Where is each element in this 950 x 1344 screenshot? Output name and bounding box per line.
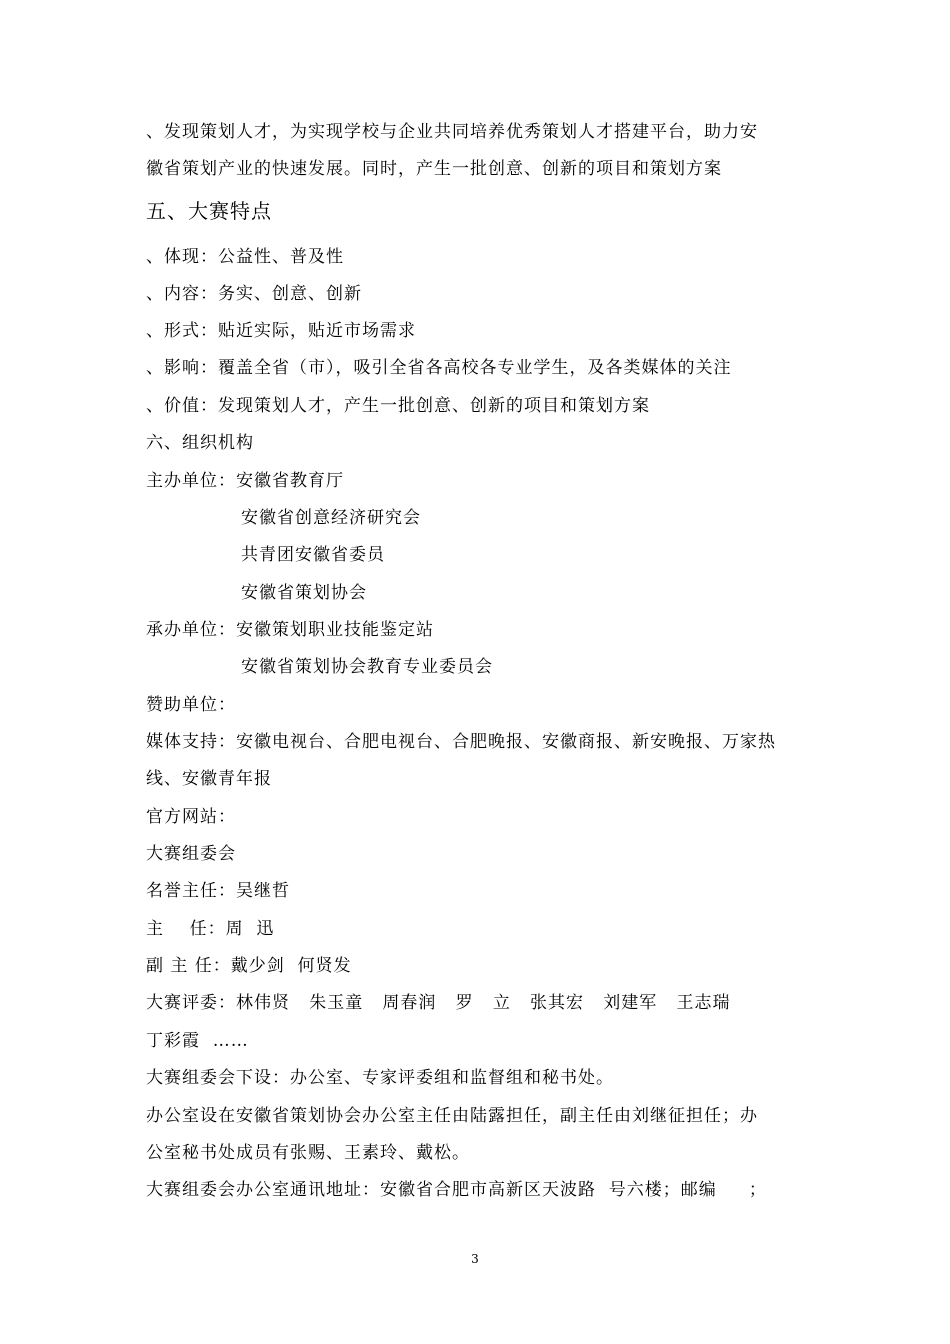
feature-item-form: 、形式：贴近实际，贴近市场需求 (146, 321, 416, 341)
host-unit: 安徽省创意经济研究会 (241, 508, 421, 528)
feature-item-influence: 、影响：覆盖全省（市），吸引全省各高校各专业学生，及各类媒体的关注 (146, 358, 732, 378)
host-units-first: 主办单位：安徽省教育厅 (146, 471, 344, 491)
feature-item-content: 、内容：务实、创意、创新 (146, 284, 362, 304)
section-6-heading: 六、组织机构 (146, 433, 254, 453)
media-support-line-2: 线、安徽青年报 (146, 769, 272, 789)
media-support-line-1: 媒体支持：安徽电视台、合肥电视台、合肥晚报、安徽商报、新安晚报、万家热 (146, 732, 776, 752)
host-unit: 安徽省策划协会 (241, 583, 367, 603)
organizer-units-first: 承办单位：安徽策划职业技能鉴定站 (146, 620, 434, 640)
committee-subunits: 大赛组委会下设：办公室、专家评委组和监督组和秘书处。 (146, 1068, 614, 1088)
director: 主 任：周 迅 (146, 919, 275, 939)
section-5-heading: 五、大赛特点 (146, 199, 272, 223)
page-number: 3 (471, 1252, 479, 1266)
official-website: 官方网站： (146, 807, 236, 827)
organizer-unit: 安徽省策划协会教育专业委员会 (241, 657, 493, 677)
office-address: 大赛组委会办公室通讯地址：安徽省合肥市高新区天波路 号六楼；邮编 ； (146, 1180, 767, 1200)
intro-line-2: 徽省策划产业的快速发展。同时，产生一批创意、创新的项目和策划方案 (146, 159, 722, 179)
judges-line-1: 大赛评委：林伟贤 朱玉童 周春润 罗 立 张其宏 刘建军 王志瑞 (146, 993, 731, 1013)
committee-title: 大赛组委会 (146, 844, 236, 864)
judges-line-2: 丁彩霞 …… (146, 1031, 249, 1051)
office-info-line-1: 办公室设在安徽省策划协会办公室主任由陆露担任，副主任由刘继征担任；办 (146, 1106, 758, 1126)
deputy-director: 副 主 任：戴少剑 何贤发 (146, 956, 352, 976)
host-unit: 共青团安徽省委员 (241, 545, 385, 565)
sponsor-units: 赞助单位： (146, 695, 236, 715)
office-info-line-2: 公室秘书处成员有张赐、王素玲、戴松。 (146, 1143, 470, 1163)
honorary-director: 名誉主任：吴继哲 (146, 881, 290, 901)
feature-item-public-welfare: 、体现：公益性、普及性 (146, 247, 344, 267)
intro-line-1: 、发现策划人才，为实现学校与企业共同培养优秀策划人才搭建平台，助力安 (146, 122, 758, 142)
feature-item-value: 、价值：发现策划人才，产生一批创意、创新的项目和策划方案 (146, 396, 650, 416)
